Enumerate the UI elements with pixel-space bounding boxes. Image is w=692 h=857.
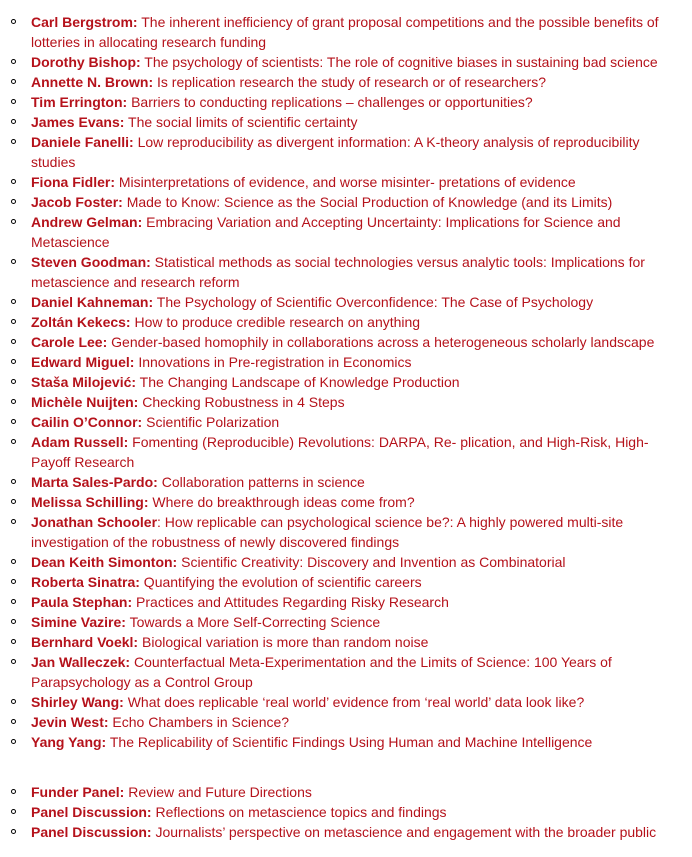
talk-list-item (31, 12, 671, 52)
talk-link[interactable] (31, 734, 592, 750)
circle-bullet-icon (11, 399, 16, 404)
speaker-name: Carole Lee: (31, 334, 108, 350)
talk-list-item (31, 472, 671, 492)
talk-link[interactable] (31, 194, 612, 210)
circle-bullet-icon (11, 479, 16, 484)
speaker-name: Funder Panel: (31, 784, 125, 800)
speaker-name: Steven Goodman: (31, 254, 151, 270)
circle-bullet-icon (11, 379, 16, 384)
circle-bullet-icon (11, 599, 16, 604)
speaker-name: Daniel Kahneman: (31, 294, 154, 310)
talk-title: Low reproducibility as divergent information: A K-theory analysis of reproducibility studies (31, 134, 640, 170)
talk-title: Echo Chambers in Science? (108, 714, 290, 730)
talk-title: Biological variation is more than random noise (138, 634, 429, 650)
speaker-name: Annette N. Brown: (31, 74, 154, 90)
speaker-name: Paula Stephan: (31, 594, 133, 610)
talk-list-item (31, 212, 671, 252)
speaker-name: Staša Milojević: (31, 374, 137, 390)
talk-title: Collaboration patterns in science (157, 474, 365, 490)
circle-bullet-icon (11, 439, 16, 444)
panels-list (0, 782, 671, 842)
circle-bullet-icon (11, 789, 16, 794)
speaker-name: Jevin West: (31, 714, 109, 730)
speaker-name: Michèle Nuijten: (31, 394, 139, 410)
circle-bullet-icon (11, 99, 16, 104)
circle-bullet-icon (11, 659, 16, 664)
talk-list-item (31, 352, 671, 372)
talk-link[interactable] (31, 134, 640, 170)
circle-bullet-icon (11, 79, 16, 84)
talk-list-item (31, 172, 671, 192)
talk-link[interactable] (31, 574, 422, 590)
speaker-name: Fiona Fidler: (31, 174, 115, 190)
panel-list-item (31, 802, 671, 822)
talk-link[interactable] (31, 294, 593, 310)
circle-bullet-icon (11, 579, 16, 584)
talk-list-item (31, 372, 671, 392)
speaker-name: Melissa Schilling: (31, 494, 149, 510)
talk-link[interactable] (31, 94, 533, 110)
talk-link[interactable] (31, 514, 623, 550)
talk-list-item (31, 732, 671, 752)
talk-link[interactable] (31, 554, 566, 570)
talk-link[interactable] (31, 714, 289, 730)
talk-title: Statistical methods as social technologies versus analytic tools: Implications for metascience and research reform (31, 254, 645, 290)
speaker-name: Dean Keith Simonton: (31, 554, 178, 570)
talk-list-item (31, 632, 671, 652)
talk-list-item (31, 552, 671, 572)
talk-list-item (31, 612, 671, 632)
talk-title: The psychology of scientists: The role of cognitive biases in sustaining bad science (140, 54, 658, 70)
panel-link[interactable] (31, 824, 656, 840)
talk-title: Review and Future Directions (124, 784, 312, 800)
talk-list-item (31, 392, 671, 412)
circle-bullet-icon (11, 19, 16, 24)
talk-list-item (31, 432, 671, 472)
circle-bullet-icon (11, 59, 16, 64)
talk-link[interactable] (31, 434, 649, 470)
speaker-name: Zoltán Kekecs: (31, 314, 131, 330)
talk-title: Scientific Polarization (142, 414, 280, 430)
speaker-name: Panel Discussion: (31, 804, 152, 820)
talk-title: Quantifying the evolution of scientific careers (139, 574, 422, 590)
talk-link[interactable] (31, 594, 449, 610)
talk-link[interactable] (31, 614, 380, 630)
talk-link[interactable] (31, 654, 612, 690)
talk-list-item (31, 412, 671, 432)
circle-bullet-icon (11, 829, 16, 834)
talk-title: The social limits of scientific certainty (124, 114, 358, 130)
talk-list-item (31, 572, 671, 592)
talk-link[interactable] (31, 74, 546, 90)
speaker-name: James Evans: (31, 114, 125, 130)
talk-list-item (31, 592, 671, 612)
talk-title: The inherent inefficiency of grant proposal competitions and the possible benefits of lotteries in allocating research funding (31, 14, 659, 50)
talk-list-item (31, 512, 671, 552)
talk-list-item (31, 692, 671, 712)
talk-link[interactable] (31, 174, 576, 190)
speaker-name: Andrew Gelman: (31, 214, 143, 230)
circle-bullet-icon (11, 619, 16, 624)
circle-bullet-icon (11, 719, 16, 724)
panel-list-item (31, 782, 671, 802)
talk-title: The Changing Landscape of Knowledge Production (136, 374, 460, 390)
circle-bullet-icon (11, 639, 16, 644)
talk-link[interactable] (31, 394, 345, 410)
talk-title: How to produce credible research on anything (130, 314, 421, 330)
talk-link[interactable] (31, 694, 584, 710)
talk-title: Practices and Attitudes Regarding Risky Research (132, 594, 449, 610)
talk-title: Counterfactual Meta-Experimentation and the Limits of Science: 100 Years of Parapsychology as a Control Group (31, 654, 612, 690)
speaker-name: Tim Errington: (31, 94, 128, 110)
talk-list-item (31, 252, 671, 292)
circle-bullet-icon (11, 419, 16, 424)
talk-title: What does replicable ‘real world’ evidence from ‘real world’ data look like? (123, 694, 585, 710)
panel-link[interactable] (31, 784, 312, 800)
talk-title: Journalists’ perspective on metascience and engagement with the broader public (151, 824, 657, 840)
talk-title: Scientific Creativity: Discovery and Invention as Combinatorial (177, 554, 566, 570)
talk-title: The Replicability of Scientific Findings Using Human and Machine Intelligence (106, 734, 593, 750)
circle-bullet-icon (11, 519, 16, 524)
circle-bullet-icon (11, 219, 16, 224)
talk-list-item (31, 72, 671, 92)
speaker-name: Panel Discussion: (31, 824, 152, 840)
talk-list-item (31, 332, 671, 352)
speaker-name: Jan Walleczek: (31, 654, 131, 670)
speaker-name: Carl Bergstrom: (31, 14, 138, 30)
speaker-name: Daniele Fanelli: (31, 134, 134, 150)
talk-list-item (31, 652, 671, 692)
talk-title: Misinterpretations of evidence, and worse misinter- pretations of evidence (115, 174, 576, 190)
speaker-name: Roberta Sinatra: (31, 574, 140, 590)
circle-bullet-icon (11, 199, 16, 204)
talk-title: : How replicable can psychological science be?: A highly powered multi-site investigation of the robustness of newly discovered findings (31, 514, 624, 550)
talk-list-item (31, 192, 671, 212)
talk-title: Made to Know: Science as the Social Production of Knowledge (and its Limits) (122, 194, 613, 210)
talk-title: Innovations in Pre-registration in Economics (134, 354, 412, 370)
talk-title: Is replication research the study of research or of researchers? (153, 74, 547, 90)
talk-title: The Psychology of Scientific Overconfidence: The Case of Psychology (153, 294, 594, 310)
panel-link[interactable] (31, 804, 447, 820)
speaker-name: Cailin O’Connor: (31, 414, 143, 430)
talk-link[interactable] (31, 474, 365, 490)
talk-link[interactable] (31, 494, 415, 510)
talk-list-item (31, 132, 671, 172)
circle-bullet-icon (11, 699, 16, 704)
speaker-name: Jonathan Schooler (31, 514, 158, 530)
talk-list-item (31, 712, 671, 732)
speaker-name: Marta Sales-Pardo: (31, 474, 158, 490)
circle-bullet-icon (11, 739, 16, 744)
talk-list-item (31, 52, 671, 72)
talk-list-item (31, 112, 671, 132)
talk-link[interactable] (31, 334, 654, 350)
speaker-name: Jacob Foster: (31, 194, 123, 210)
talk-title: Embracing Variation and Accepting Uncertainty: Implications for Science and Metascience (31, 214, 621, 250)
circle-bullet-icon (11, 339, 16, 344)
speaker-name: Dorothy Bishop: (31, 54, 141, 70)
talk-list-item (31, 92, 671, 112)
talk-title: Fomenting (Reproducible) Revolutions: DARPA, Re- plication, and High-Risk, High-Payoff Research (31, 434, 649, 470)
talk-list-item (31, 312, 671, 332)
talk-link[interactable] (31, 214, 621, 250)
circle-bullet-icon (11, 119, 16, 124)
circle-bullet-icon (11, 499, 16, 504)
talk-title: Checking Robustness in 4 Steps (138, 394, 345, 410)
talk-title: Barriers to conducting replications – challenges or opportunities? (127, 94, 533, 110)
speaker-name: Adam Russell: (31, 434, 129, 450)
circle-bullet-icon (11, 259, 16, 264)
talk-list-item (31, 292, 671, 312)
speaker-name: Edward Miguel: (31, 354, 135, 370)
talk-link[interactable] (31, 414, 279, 430)
circle-bullet-icon (11, 809, 16, 814)
panel-list-item (31, 822, 671, 842)
talk-link[interactable] (31, 374, 460, 390)
talk-title: Where do breakthrough ideas come from? (148, 494, 415, 510)
circle-bullet-icon (11, 359, 16, 364)
speaker-name: Bernhard Voekl: (31, 634, 139, 650)
talk-link[interactable] (31, 634, 428, 650)
speaker-name: Yang Yang: (31, 734, 107, 750)
talk-link[interactable] (31, 354, 411, 370)
talk-link[interactable] (31, 314, 420, 330)
talk-link[interactable] (31, 14, 659, 50)
talk-link[interactable] (31, 114, 358, 130)
circle-bullet-icon (11, 179, 16, 184)
circle-bullet-icon (11, 299, 16, 304)
circle-bullet-icon (11, 139, 16, 144)
talks-list (0, 12, 671, 752)
circle-bullet-icon (11, 319, 16, 324)
talk-title: Reflections on metascience topics and findings (151, 804, 447, 820)
talk-link[interactable] (31, 254, 645, 290)
talk-link[interactable] (31, 54, 658, 70)
circle-bullet-icon (11, 559, 16, 564)
talk-title: Gender-based homophily in collaborations across a heterogeneous scholarly landscape (107, 334, 655, 350)
talk-list-item (31, 492, 671, 512)
section-spacer (0, 752, 692, 782)
speaker-name: Simine Vazire: (31, 614, 126, 630)
speaker-name: Shirley Wang: (31, 694, 124, 710)
talk-title: Towards a More Self-Correcting Science (125, 614, 381, 630)
